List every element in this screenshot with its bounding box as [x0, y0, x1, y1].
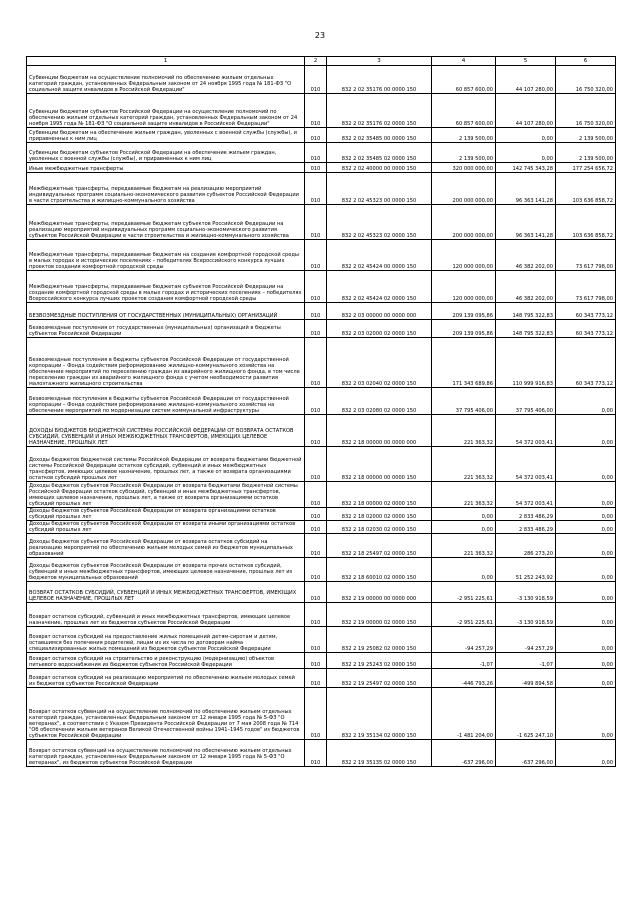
row-remaining-value: 73 617 798,00 — [556, 240, 616, 271]
row-remaining-value: 0,00 — [556, 603, 616, 627]
row-code: 010 — [305, 447, 327, 482]
row-plan-value: -94 257,29 — [432, 627, 496, 653]
row-actual-value: 110 999 916,83 — [496, 338, 556, 388]
row-remaining-value: 0,00 — [556, 740, 616, 767]
row-code: 010 — [305, 66, 327, 94]
table-row — [27, 688, 616, 740]
table-row — [27, 303, 616, 320]
budget-table — [26, 56, 616, 767]
row-actual-value: 44 107 280,00 — [496, 94, 556, 128]
row-kbk: 832 2 02 45424 00 0000 150 — [327, 240, 432, 271]
row-kbk: 832 2 03 02040 02 0000 150 — [327, 338, 432, 388]
row-name: Доходы бюджетов субъектов Российской Федерации от возврата прочих остатков субсидий, субвенций и иных межбюджетных трансфертов, имеющих целевое назначение, прошлых лет из бюджетов муниципальных образований — [27, 558, 305, 582]
row-code: 010 — [305, 338, 327, 388]
row-plan-value: 2 139 500,00 — [432, 128, 496, 143]
row-plan-value: -446 793,26 — [432, 669, 496, 688]
row-actual-value: -637 296,00 — [496, 740, 556, 767]
row-actual-value: 142 745 343,28 — [496, 163, 556, 173]
row-name: Субвенции бюджетам на осуществление полномочий по обеспечению жильем отдельных категорий граждан, установленных Федеральным законом от 24 ноября 1995 года № 181-ФЗ "О социальной защите инвалидов в Российской Федерации" — [27, 66, 305, 94]
row-name: ДОХОДЫ БЮДЖЕТОВ БЮДЖЕТНОЙ СИСТЕМЫ РОССИЙСКОЙ ФЕДЕРАЦИИ ОТ ВОЗВРАТА ОСТАТКОВ СУБСИДИЙ, СУБВЕНЦИЙ И ИНЫХ МЕЖБЮДЖЕТНЫХ ТРАНСФЕРТОВ, ИМЕЮЩИХ ЦЕЛЕВОЕ НАЗНАЧЕНИЕ, ПРОШЛЫХ ЛЕТ — [27, 415, 305, 447]
table-row — [27, 558, 616, 582]
row-remaining-value: 0,00 — [556, 447, 616, 482]
row-name: БЕЗВОЗМЕЗДНЫЕ ПОСТУПЛЕНИЯ ОТ ГОСУДАРСТВЕННЫХ (МУНИЦИПАЛЬНЫХ) ОРГАНИЗАЦИЙ — [27, 303, 305, 320]
row-remaining-value: 73 617 798,00 — [556, 271, 616, 303]
row-actual-value: 46 382 202,00 — [496, 240, 556, 271]
row-name: Возврат остатков субсидий, субвенций и иных межбюджетных трансфертов, имеющих целевое назначение, прошлых лет из бюджетов субъектов Российской Федерации — [27, 603, 305, 627]
row-kbk: 832 2 03 00000 00 0000 000 — [327, 303, 432, 320]
row-name: Безвозмездные поступления от государственных (муниципальных) организаций в бюджеты субъектов Российской Федерации — [27, 320, 305, 338]
row-actual-value: 2 833 486,29 — [496, 521, 556, 534]
row-name: Возврат остатков субсидий на реализацию мероприятий по обеспечению жильем молодых семей из бюджетов субъектов Российской Федерации — [27, 669, 305, 688]
row-actual-value: 0,00 — [496, 128, 556, 143]
row-actual-value: -3 130 918,59 — [496, 582, 556, 603]
row-remaining-value: 2 139 500,00 — [556, 143, 616, 163]
row-name: Межбюджетные трансферты, передаваемые бюджетам на создание комфортной городской среды в малых городах и исторических поселениях – победителях Всероссийского конкурса лучших проектов создания комфортной городской среды — [27, 240, 305, 271]
header-col-6: 6 — [556, 57, 616, 66]
row-plan-value: -2 951 225,61 — [432, 582, 496, 603]
row-name: Доходы бюджетов бюджетной системы Российской Федерации от возврата бюджетами бюджетной системы Российской Федерации остатков субсидий, субвенций и иных межбюджетных трансфертов, имеющих целевое назначение, прошлых лет, а также от возврата организациями остатков субсидий прошлых лет — [27, 447, 305, 482]
row-actual-value: -1 625 247,10 — [496, 688, 556, 740]
row-code: 010 — [305, 320, 327, 338]
row-name: Безвозмездные поступления в бюджеты субъектов Российской Федерации от государственной корпорации – Фонда содействия реформированию жилищно-коммунального хозяйства на обеспечение мероприятий по переселению граждан из аварийного жилищного фонда, в том числе переселению граждан из аварийного жилищного фонда с учетом необходимости развития малоэтажного жилищного строительства — [27, 338, 305, 388]
table-row — [27, 128, 616, 143]
row-actual-value: 286 273,20 — [496, 534, 556, 558]
row-remaining-value: 0,00 — [556, 508, 616, 521]
row-code: 010 — [305, 271, 327, 303]
row-plan-value: -1,07 — [432, 653, 496, 669]
row-kbk: 832 2 03 02000 02 0000 150 — [327, 320, 432, 338]
table-row — [27, 627, 616, 653]
row-plan-value: 171 343 689,86 — [432, 338, 496, 388]
row-remaining-value: 0,00 — [556, 388, 616, 415]
row-code: 010 — [305, 388, 327, 415]
row-kbk: 832 2 19 35134 02 0000 150 — [327, 688, 432, 740]
table-row — [27, 338, 616, 388]
row-code: 010 — [305, 173, 327, 205]
row-code: 010 — [305, 303, 327, 320]
table-row — [27, 205, 616, 240]
row-name: Субвенции бюджетам субъектов Российской Федерации на обеспечение жильем граждан, уволенных с военной службы (службы), и приравненных к ним лиц — [27, 143, 305, 163]
row-actual-value: 148 795 322,83 — [496, 320, 556, 338]
row-remaining-value: 60 343 773,12 — [556, 320, 616, 338]
row-plan-value: 221 363,32 — [432, 447, 496, 482]
row-kbk: 832 2 03 02080 02 0000 150 — [327, 388, 432, 415]
table-row — [27, 94, 616, 128]
row-code: 010 — [305, 688, 327, 740]
row-actual-value: 51 252 243,92 — [496, 558, 556, 582]
row-name: ВОЗВРАТ ОСТАТКОВ СУБСИДИЙ, СУБВЕНЦИЙ И ИНЫХ МЕЖБЮДЖЕТНЫХ ТРАНСФЕРТОВ, ИМЕЮЩИХ ЦЕЛЕВОЕ НАЗНАЧЕНИЕ, ПРОШЛЫХ ЛЕТ — [27, 582, 305, 603]
row-code: 010 — [305, 240, 327, 271]
table-row — [27, 447, 616, 482]
table-row — [27, 534, 616, 558]
row-kbk: 832 2 19 25497 02 0000 150 — [327, 669, 432, 688]
row-kbk: 832 2 02 45424 02 0000 150 — [327, 271, 432, 303]
row-name: Межбюджетные трансферты, передаваемые бюджетам субъектов Российской Федерации на реализацию мероприятий индивидуальных программ социально-экономического развития субъектов Российской Федерации в части строительства и жилищно-коммунального хозяйства — [27, 205, 305, 240]
row-actual-value: -94 257,29 — [496, 627, 556, 653]
row-remaining-value: 0,00 — [556, 653, 616, 669]
row-kbk: 832 2 02 40000 00 0000 150 — [327, 163, 432, 173]
row-name: Субвенции бюджетам на обеспечение жильем граждан, уволенных с военной службы (службы), и приравненных к ним лиц — [27, 128, 305, 143]
row-remaining-value: 177 254 656,72 — [556, 163, 616, 173]
row-kbk: 832 2 18 02000 02 0000 150 — [327, 508, 432, 521]
row-kbk: 832 2 18 00000 00 0000 150 — [327, 447, 432, 482]
row-plan-value: 2 139 500,00 — [432, 143, 496, 163]
table-row — [27, 669, 616, 688]
row-actual-value: 46 382 202,00 — [496, 271, 556, 303]
row-name: Доходы бюджетов субъектов Российской Федерации от возврата организациями остатков субсидий прошлых лет — [27, 508, 305, 521]
table-row — [27, 143, 616, 163]
table-row — [27, 740, 616, 767]
row-code: 010 — [305, 94, 327, 128]
row-plan-value: 120 000 000,00 — [432, 240, 496, 271]
row-code: 010 — [305, 669, 327, 688]
table-row — [27, 320, 616, 338]
row-plan-value: 0,00 — [432, 521, 496, 534]
row-plan-value: 60 857 600,00 — [432, 94, 496, 128]
row-kbk: 832 2 02 35485 02 0000 150 — [327, 143, 432, 163]
row-kbk: 832 2 02 45323 02 0000 150 — [327, 205, 432, 240]
row-kbk: 832 2 18 02030 02 0000 150 — [327, 521, 432, 534]
row-actual-value: 37 795 406,00 — [496, 388, 556, 415]
table-row — [27, 508, 616, 521]
row-name: Возврат остатков субсидий на предоставление жилых помещений детям-сиротам и детям, оставшимся без попечения родителей, лицам из их числа по договорам найма специализированных жилых помещений из бюджетов субъектов Российской Федерации — [27, 627, 305, 653]
row-kbk: 832 2 19 00000 00 0000 000 — [327, 582, 432, 603]
table-header-row — [27, 57, 616, 66]
row-kbk: 832 2 02 35176 00 0000 150 — [327, 66, 432, 94]
row-code: 010 — [305, 128, 327, 143]
header-col-3: 3 — [327, 57, 432, 66]
table-row — [27, 240, 616, 271]
row-plan-value: 221 363,32 — [432, 482, 496, 508]
row-actual-value: 96 363 141,28 — [496, 205, 556, 240]
row-actual-value: 0,00 — [496, 143, 556, 163]
row-code: 010 — [305, 653, 327, 669]
row-code: 010 — [305, 508, 327, 521]
row-plan-value: -637 296,00 — [432, 740, 496, 767]
row-remaining-value: 0,00 — [556, 482, 616, 508]
row-name: Доходы бюджетов субъектов Российской Федерации от возврата бюджетами бюджетной системы Российской Федерации остатков субсидий, субвенций и иных межбюджетных трансфертов, имеющих целевое назначение, прошлых лет, а также от возврата организациями остатков субсидий прошлых лет — [27, 482, 305, 508]
row-actual-value: -3 130 918,59 — [496, 603, 556, 627]
row-code: 010 — [305, 521, 327, 534]
row-kbk: 832 2 18 60010 02 0000 150 — [327, 558, 432, 582]
row-plan-value: 200 000 000,00 — [432, 173, 496, 205]
row-code: 010 — [305, 415, 327, 447]
row-kbk: 832 2 18 00000 02 0000 150 — [327, 482, 432, 508]
table-row — [27, 388, 616, 415]
row-actual-value: 54 372 003,41 — [496, 415, 556, 447]
row-code: 010 — [305, 205, 327, 240]
row-code: 010 — [305, 582, 327, 603]
row-remaining-value: 0,00 — [556, 582, 616, 603]
row-remaining-value: 0,00 — [556, 627, 616, 653]
page-number: 23 — [314, 31, 326, 40]
table-row — [27, 582, 616, 603]
table-row — [27, 271, 616, 303]
row-plan-value: 320 000 000,00 — [432, 163, 496, 173]
row-remaining-value: 0,00 — [556, 558, 616, 582]
row-actual-value: 54 372 003,41 — [496, 482, 556, 508]
row-kbk: 832 2 02 35176 02 0000 150 — [327, 94, 432, 128]
row-remaining-value: 0,00 — [556, 534, 616, 558]
row-plan-value: 37 795 406,00 — [432, 388, 496, 415]
row-code: 010 — [305, 627, 327, 653]
row-plan-value: 60 857 600,00 — [432, 66, 496, 94]
header-col-2: 2 — [305, 57, 327, 66]
row-code: 010 — [305, 163, 327, 173]
row-code: 010 — [305, 534, 327, 558]
row-kbk: 832 2 18 00000 00 0000 000 — [327, 415, 432, 447]
row-kbk: 832 2 18 25497 02 0000 150 — [327, 534, 432, 558]
row-name: Возврат остатков субвенций на осуществление полномочий по обеспечению жильем отдельных категорий граждан, установленных Федеральным законом от 12 января 1995 года № 5-ФЗ "О ветеранах", в соответствии с Указом Президента Российской Федерации от 7 мая 2008 года № 714 "Об обеспечении жильем ветеранов Великой Отечественной войны 1941–1945 годов" из бюджетов субъектов Российской Федерации — [27, 688, 305, 740]
row-kbk: 832 2 19 35135 02 0000 150 — [327, 740, 432, 767]
row-name: Субвенции бюджетам субъектов Российской Федерации на осуществление полномочий по обеспечению жильем отдельных категорий граждан, установленных Федеральным законом от 24 ноября 1995 года № 181-ФЗ "О социальной защите инвалидов в Российской Федерации" — [27, 94, 305, 128]
row-code: 010 — [305, 143, 327, 163]
row-remaining-value: 0,00 — [556, 669, 616, 688]
row-remaining-value: 2 139 500,00 — [556, 128, 616, 143]
row-actual-value: 148 795 322,83 — [496, 303, 556, 320]
row-plan-value: 0,00 — [432, 558, 496, 582]
row-name: Доходы бюджетов субъектов Российской Федерации от возврата иными организациями остатков субсидий прошлых лет — [27, 521, 305, 534]
row-actual-value: 54 372 003,41 — [496, 447, 556, 482]
row-remaining-value: 16 750 320,00 — [556, 66, 616, 94]
row-plan-value: 200 000 000,00 — [432, 205, 496, 240]
row-remaining-value: 16 750 320,00 — [556, 94, 616, 128]
row-name: Доходы бюджетов субъектов Российской Федерации от возврата остатков субсидий на реализацию мероприятий по обеспечению жильем молодых семей из бюджетов муниципальных образований — [27, 534, 305, 558]
row-plan-value: 120 000 000,00 — [432, 271, 496, 303]
table-row — [27, 415, 616, 447]
table-row — [27, 603, 616, 627]
row-remaining-value: 60 343 773,12 — [556, 303, 616, 320]
row-actual-value: -1,07 — [496, 653, 556, 669]
row-code: 010 — [305, 482, 327, 508]
table-row — [27, 163, 616, 173]
row-plan-value: 209 139 095,86 — [432, 303, 496, 320]
row-remaining-value: 0,00 — [556, 688, 616, 740]
row-plan-value: 0,00 — [432, 508, 496, 521]
header-col-1: 1 — [27, 57, 305, 66]
row-kbk: 832 2 02 45323 00 0000 150 — [327, 173, 432, 205]
row-actual-value: -499 894,58 — [496, 669, 556, 688]
header-col-5: 5 — [496, 57, 556, 66]
row-kbk: 832 2 19 25243 02 0000 150 — [327, 653, 432, 669]
row-remaining-value: 103 636 858,72 — [556, 205, 616, 240]
table-row — [27, 482, 616, 508]
row-plan-value: 221 363,32 — [432, 534, 496, 558]
row-remaining-value: 0,00 — [556, 521, 616, 534]
row-name: Возврат остатков субвенций на осуществление полномочий по обеспечению жильем отдельных категорий граждан, установленных Федеральным законом от 12 января 1995 года № 5-ФЗ "О ветеранах", из бюджетов субъектов Российской Федерации — [27, 740, 305, 767]
row-code: 010 — [305, 558, 327, 582]
row-name: Безвозмездные поступления в бюджеты субъектов Российской Федерации от государственной корпорации – Фонда содействия реформированию жилищно-коммунального хозяйства на обеспечение мероприятий по модернизации систем коммунальной инфраструктуры — [27, 388, 305, 415]
row-name: Возврат остатков субсидий на строительство и реконструкцию (модернизацию) объектов питьевого водоснабжения из бюджетов субъектов Российской Федерации — [27, 653, 305, 669]
row-remaining-value: 60 343 773,12 — [556, 338, 616, 388]
table-row — [27, 521, 616, 534]
row-actual-value: 44 107 280,00 — [496, 66, 556, 94]
row-plan-value: -2 951 225,61 — [432, 603, 496, 627]
row-code: 010 — [305, 740, 327, 767]
row-name: Иные межбюджетные трансферты — [27, 163, 305, 173]
header-col-4: 4 — [432, 57, 496, 66]
row-remaining-value: 103 636 858,72 — [556, 173, 616, 205]
table-row — [27, 653, 616, 669]
row-name: Межбюджетные трансферты, передаваемые бюджетам на реализацию мероприятий индивидуальных программ социально-экономического развития субъектов Российской Федерации в части строительства и жилищно-коммунального хозяйства — [27, 173, 305, 205]
row-name: Межбюджетные трансферты, передаваемые бюджетам субъектов Российской Федерации на создание комфортной городской среды в малых городах и исторических поселениях – победителях Всероссийского конкурса лучших проектов создания комфортной городской среды — [27, 271, 305, 303]
row-plan-value: 221 363,32 — [432, 415, 496, 447]
row-kbk: 832 2 19 00000 02 0000 150 — [327, 603, 432, 627]
row-actual-value: 96 363 141,28 — [496, 173, 556, 205]
table-row — [27, 66, 616, 94]
row-plan-value: -1 481 204,00 — [432, 688, 496, 740]
row-remaining-value: 0,00 — [556, 415, 616, 447]
table-row — [27, 173, 616, 205]
row-code: 010 — [305, 603, 327, 627]
row-kbk: 832 2 19 25082 02 0000 150 — [327, 627, 432, 653]
row-kbk: 832 2 02 35485 00 0000 150 — [327, 128, 432, 143]
row-actual-value: 2 833 486,29 — [496, 508, 556, 521]
row-plan-value: 209 139 095,86 — [432, 320, 496, 338]
